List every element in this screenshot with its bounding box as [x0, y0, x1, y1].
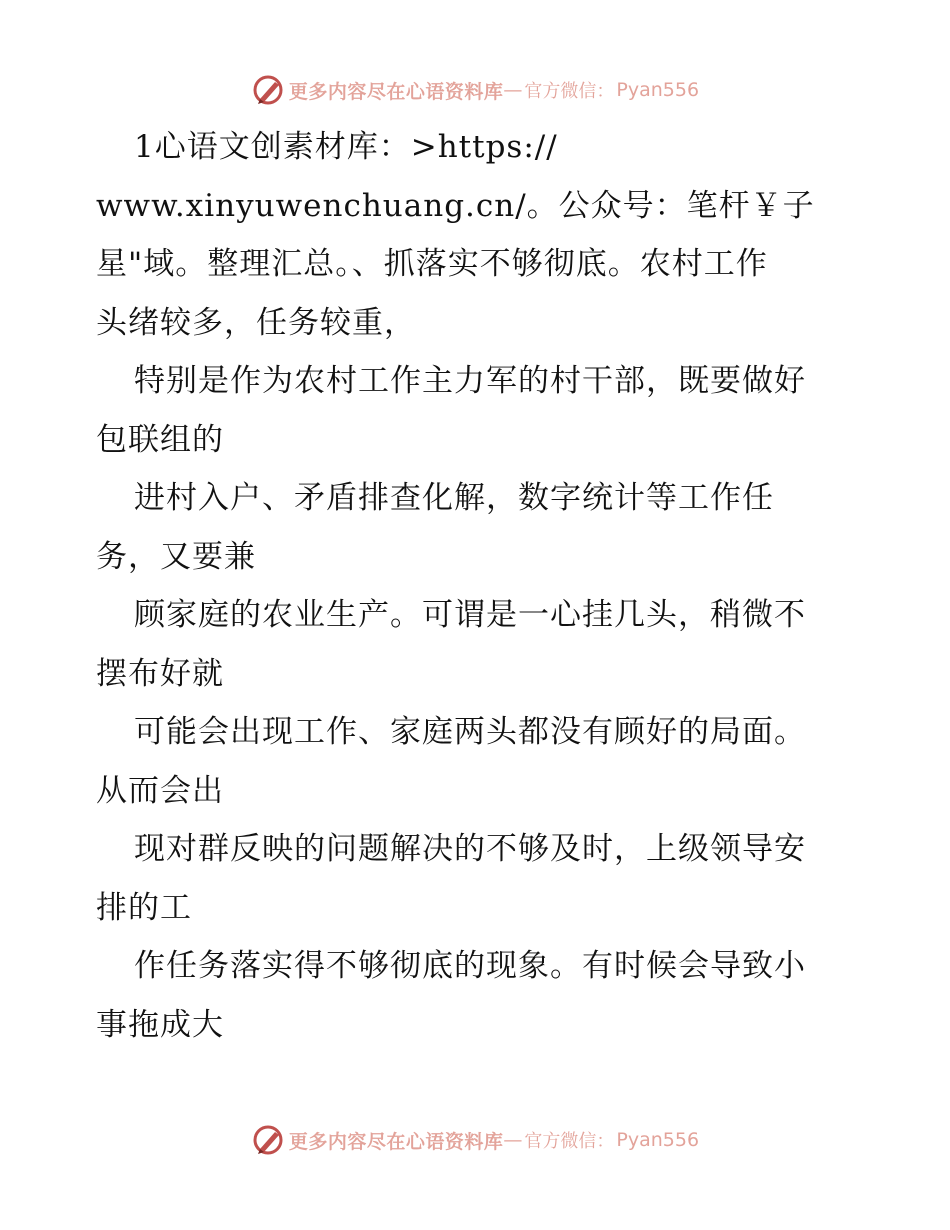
body-line: 从而会出 — [96, 772, 224, 809]
footer-watermark-dash: — — [503, 1129, 523, 1151]
document-body — [96, 118, 866, 1054]
footer-watermark — [0, 1120, 950, 1160]
header-watermark-main: 更多内容尽在心语资料库 — [288, 80, 504, 103]
body-line: 进村入户、矛盾排查化解，数字统计等工作任 — [134, 480, 774, 516]
pen-logo-icon — [251, 1123, 285, 1157]
header-watermark-sub: 官方微信： — [524, 81, 615, 102]
header-watermark-dash: — — [503, 79, 523, 101]
body-line: 事拖成大 — [96, 1006, 224, 1043]
body-line: www.xinyuwenchuang.cn/。公众号：笔杆￥子 — [96, 187, 815, 224]
body-line: 排的工 — [96, 889, 192, 926]
body-line: 1心语文创素材库：>https:// — [134, 129, 558, 165]
footer-watermark-sub: 官方微信： — [524, 1131, 615, 1152]
body-line: 可能会出现工作、家庭两头都没有顾好的局面。 — [134, 714, 806, 750]
header-watermark — [0, 70, 950, 110]
body-line: 特别是作为农村工作主力军的村干部，既要做好 — [134, 363, 806, 399]
body-line: 摆布好就 — [96, 655, 224, 692]
footer-watermark-main: 更多内容尽在心语资料库 — [288, 1130, 504, 1153]
body-line: 包联组的 — [96, 421, 224, 458]
body-line: 现对群反映的问题解决的不够及时，上级领导安 — [134, 831, 806, 867]
pen-logo-icon — [251, 73, 285, 107]
body-line: 星"域。整理汇总。、抓落实不够彻底。农村工作 — [96, 246, 768, 282]
body-line: 头绪较多，任务较重， — [96, 304, 416, 341]
body-line: 作任务落实得不够彻底的现象。有时候会导致小 — [134, 948, 806, 984]
body-line: 务，又要兼 — [96, 538, 256, 575]
body-line: 顾家庭的农业生产。可谓是一心挂几头，稍微不 — [134, 597, 806, 633]
header-watermark-id: Pyan556 — [616, 79, 700, 101]
footer-watermark-id: Pyan556 — [616, 1129, 700, 1151]
